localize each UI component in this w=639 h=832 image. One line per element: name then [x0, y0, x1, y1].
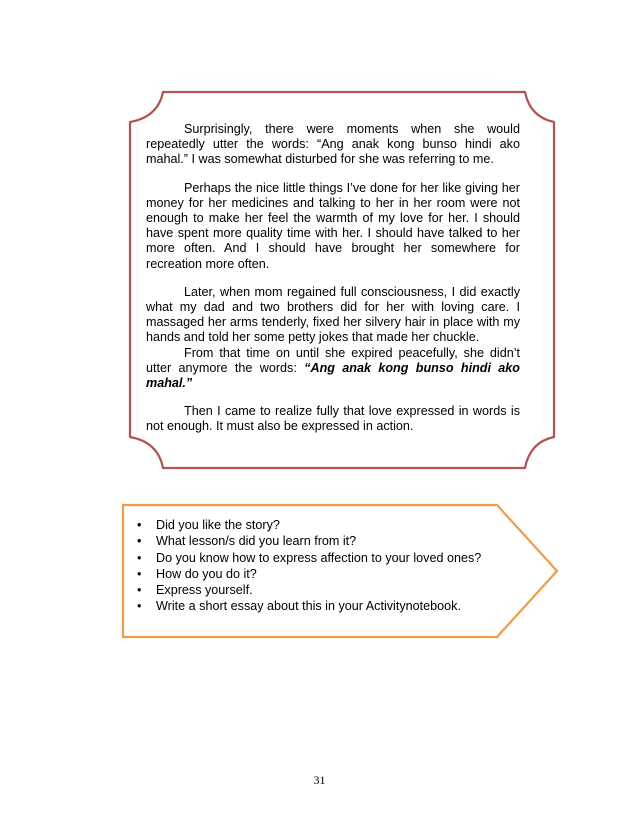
bullet-icon: • — [137, 583, 142, 598]
question-text: How do you do it? — [156, 566, 257, 581]
bullet-icon: • — [137, 534, 142, 549]
question-text: Did you like the story? — [156, 518, 280, 532]
list-item — [131, 517, 511, 533]
bullet-icon: • — [137, 566, 142, 581]
question-text: Write a short essay about this in your Activitynotebook. — [156, 599, 461, 614]
story-paragraph-1: Surprisingly, there were moments when she would repeatedly utter the words: “Ang anak kong bunso hindi ako mahal.” I was somewhat disturbed for she was referring to me. — [146, 122, 520, 167]
question-text: Do you know how to express affection to your loved ones? — [156, 550, 482, 565]
activity-question-list — [131, 517, 511, 615]
story-paragraph-4 — [146, 346, 520, 392]
story-paragraph-5: Then I came to realize fully that love expressed in words is not enough. It must also be expressed in action. — [146, 404, 520, 434]
question-text: What lesson/s did you learn from it? — [156, 534, 357, 549]
bullet-icon: • — [137, 599, 142, 614]
list-item — [131, 598, 511, 614]
bullet-icon: • — [137, 518, 142, 532]
list-item — [131, 550, 511, 566]
story-paragraph-4-text: From that time on until she expired peacefully, she didn’t utter anymore the words: — [146, 345, 520, 375]
page-number: 31 — [313, 773, 326, 787]
list-item — [131, 533, 511, 549]
list-item — [131, 566, 511, 582]
story-paragraph-2: Perhaps the nice little things I’ve done for her like giving her money for her medicines and talking to her in her room were not enough to make her feel the warmth of my love for her. I should have spent more quality time with her. I should have talked to her more often. And I should have brought her somewhere for recreation more often. — [146, 180, 520, 271]
story-paragraph-3: Later, when mom regained full consciousness, I did exactly what my dad and two brothers did for her with loving care. I massaged her arms tenderly, fixed her silvery hair in place with my hands and told her some petty jokes that made her chuckle. — [146, 284, 520, 345]
bullet-icon: • — [137, 550, 142, 565]
list-item — [131, 582, 511, 598]
question-text: Express yourself. — [156, 583, 253, 598]
story-quote: “Ang anak kong bunso hindi ako mahal.” — [146, 360, 520, 391]
story-text — [146, 122, 520, 435]
